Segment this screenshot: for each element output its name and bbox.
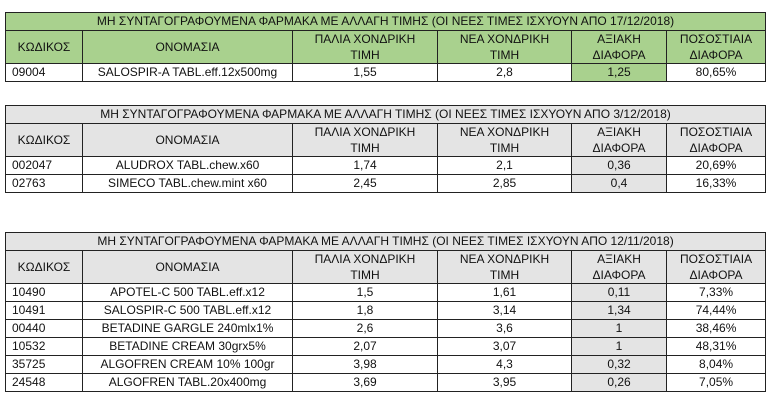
cell-name: BETADINE CREAM 30grx5%: [83, 338, 293, 356]
table-row: [6, 320, 766, 338]
cell-pct-diff: 20,69%: [667, 157, 766, 175]
header-pct-diff: ΠΟΣΟΣΤΙΑΙΑ ΔΙΑΦΟΡΑ: [667, 124, 766, 157]
cell-new-price: 3,07: [438, 338, 572, 356]
cell-pct-diff: 74,44%: [667, 302, 766, 320]
cell-old-price: 1,55: [293, 64, 438, 82]
cell-new-price: 1,61: [438, 284, 572, 302]
table-row: [6, 175, 766, 193]
cell-new-price: 3,95: [438, 374, 572, 392]
cell-old-price: 1,8: [293, 302, 438, 320]
table-row: [6, 338, 766, 356]
cell-name: SALOSPIR-C 500 TABL.eff.x12: [83, 302, 293, 320]
table-title: ΜΗ ΣΥΝΤΑΓΟΓΡΑΦΟΥΜΕΝΑ ΦΑΡΜΑΚΑ ΜΕ ΑΛΛΑΓΗ ΤΙΜΗΣ (ΟΙ ΝΕΕΣ ΤΙΜΕΣ ΙΣΧΥΟΥΝ ΑΠΟ 17/12/2018): [6, 13, 766, 31]
header-pct-diff: ΠΟΣΟΣΤΙΑΙΑ ΔΙΑΦΟΡΑ: [667, 31, 766, 64]
cell-old-price: 2,6: [293, 320, 438, 338]
header-value-diff: ΑΞΙΑΚΗ ΔΙΑΦΟΡΑ: [572, 251, 667, 284]
cell-value-diff: 1: [572, 338, 667, 356]
header-old-price: ΠΑΛΙΑ ΧΟΝΔΡΙΚΗ ΤΙΜΗ: [293, 251, 438, 284]
cell-value-diff: 0,4: [572, 175, 667, 193]
header-old-price: ΠΑΛΙΑ ΧΟΝΔΡΙΚΗ ΤΙΜΗ: [293, 31, 438, 64]
cell-pct-diff: 7,05%: [667, 374, 766, 392]
cell-code: 35725: [6, 356, 83, 374]
cell-name: SALOSPIR-A TABL.eff.12x500mg: [83, 64, 293, 82]
price-change-table-3: [5, 232, 766, 392]
table-row: [6, 64, 766, 82]
cell-new-price: 2,1: [438, 157, 572, 175]
cell-code: 10532: [6, 338, 83, 356]
table-row: [6, 157, 766, 175]
price-change-table-2: [5, 105, 766, 193]
cell-old-price: 2,45: [293, 175, 438, 193]
cell-value-diff: 0,36: [572, 157, 667, 175]
cell-old-price: 2,07: [293, 338, 438, 356]
cell-pct-diff: 7,33%: [667, 284, 766, 302]
cell-code: 10490: [6, 284, 83, 302]
cell-value-diff: 1: [572, 320, 667, 338]
header-value-diff: ΑΞΙΑΚΗ ΔΙΑΦΟΡΑ: [572, 124, 667, 157]
cell-pct-diff: 48,31%: [667, 338, 766, 356]
header-code: ΚΩΔΙΚΟΣ: [6, 124, 83, 157]
cell-pct-diff: 80,65%: [667, 64, 766, 82]
header-new-price: ΝΕΑ ΧΟΝΔΡΙΚΗ ΤΙΜΗ: [438, 31, 572, 64]
header-value-diff: ΑΞΙΑΚΗ ΔΙΑΦΟΡΑ: [572, 31, 667, 64]
cell-value-diff: 0,26: [572, 374, 667, 392]
cell-code: 00440: [6, 320, 83, 338]
table-row: [6, 302, 766, 320]
cell-old-price: 3,69: [293, 374, 438, 392]
cell-new-price: 3,14: [438, 302, 572, 320]
cell-name: BETADINE GARGLE 240mlx1%: [83, 320, 293, 338]
cell-pct-diff: 8,04%: [667, 356, 766, 374]
header-name: ΟΝΟΜΑΣΙΑ: [83, 251, 293, 284]
cell-pct-diff: 38,46%: [667, 320, 766, 338]
cell-name: ALGOFREN TABL.20x400mg: [83, 374, 293, 392]
table-title: ΜΗ ΣΥΝΤΑΓΟΓΡΑΦΟΥΜΕΝΑ ΦΑΡΜΑΚΑ ΜΕ ΑΛΛΑΓΗ ΤΙΜΗΣ (ΟΙ ΝΕΕΣ ΤΙΜΕΣ ΙΣΧΥΟΥΝ ΑΠΟ 12/11/2018): [6, 233, 766, 251]
cell-code: 002047: [6, 157, 83, 175]
cell-code: 24548: [6, 374, 83, 392]
cell-old-price: 1,74: [293, 157, 438, 175]
cell-new-price: 2,8: [438, 64, 572, 82]
cell-value-diff: 0,32: [572, 356, 667, 374]
table-row: [6, 284, 766, 302]
cell-name: SIMECO TABL.chew.mint x60: [83, 175, 293, 193]
header-new-price: ΝΕΑ ΧΟΝΔΡΙΚΗ ΤΙΜΗ: [438, 124, 572, 157]
table-row: [6, 374, 766, 392]
header-name: ΟΝΟΜΑΣΙΑ: [83, 124, 293, 157]
header-name: ΟΝΟΜΑΣΙΑ: [83, 31, 293, 64]
cell-name: APOTEL-C 500 TABL.eff.x12: [83, 284, 293, 302]
cell-code: 09004: [6, 64, 83, 82]
cell-new-price: 4,3: [438, 356, 572, 374]
cell-code: 02763: [6, 175, 83, 193]
cell-old-price: 3,98: [293, 356, 438, 374]
cell-value-diff: 1,34: [572, 302, 667, 320]
table-title: ΜΗ ΣΥΝΤΑΓΟΓΡΑΦΟΥΜΕΝΑ ΦΑΡΜΑΚΑ ΜΕ ΑΛΛΑΓΗ ΤΙΜΗΣ (ΟΙ ΝΕΕΣ ΤΙΜΕΣ ΙΣΧΥΟΥΝ ΑΠΟ 3/12/2018): [6, 106, 766, 124]
cell-new-price: 3,6: [438, 320, 572, 338]
table-row: [6, 356, 766, 374]
price-change-table-1: [5, 12, 766, 82]
cell-old-price: 1,5: [293, 284, 438, 302]
cell-name: ALUDROX TABL.chew.x60: [83, 157, 293, 175]
cell-value-diff: 0,11: [572, 284, 667, 302]
header-old-price: ΠΑΛΙΑ ΧΟΝΔΡΙΚΗ ΤΙΜΗ: [293, 124, 438, 157]
cell-name: ALGOFREN CREAM 10% 100gr: [83, 356, 293, 374]
header-new-price: ΝΕΑ ΧΟΝΔΡΙΚΗ ΤΙΜΗ: [438, 251, 572, 284]
cell-value-diff: 1,25: [572, 64, 667, 82]
header-code: ΚΩΔΙΚΟΣ: [6, 31, 83, 64]
cell-new-price: 2,85: [438, 175, 572, 193]
header-code: ΚΩΔΙΚΟΣ: [6, 251, 83, 284]
header-pct-diff: ΠΟΣΟΣΤΙΑΙΑ ΔΙΑΦΟΡΑ: [667, 251, 766, 284]
cell-code: 10491: [6, 302, 83, 320]
cell-pct-diff: 16,33%: [667, 175, 766, 193]
